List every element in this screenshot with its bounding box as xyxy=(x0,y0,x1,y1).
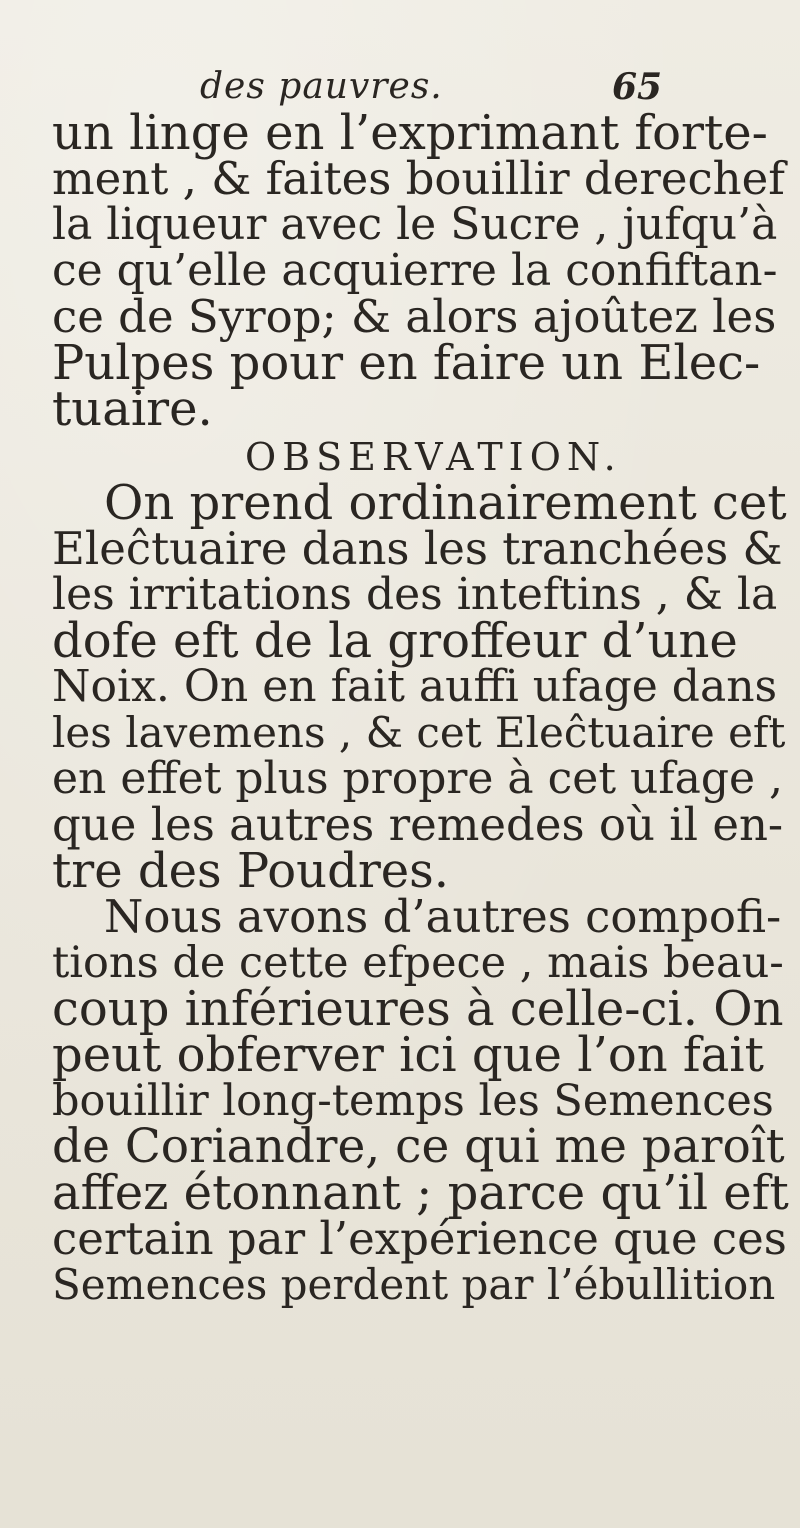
text-line: Semences perdent par l’ébullition xyxy=(52,1260,776,1309)
text-line: ment , & faites bouillir derechef xyxy=(52,152,785,205)
text-line: de Coriandre, ce qui me paroît xyxy=(52,1119,785,1174)
text-line: tuaire. xyxy=(52,381,213,437)
text-line: en effet plus propre à cet ufage , xyxy=(52,753,784,804)
text-line: ce de Syrop; & alors ajoûtez les xyxy=(52,290,777,343)
text-line: un linge en l’exprimant forte- xyxy=(52,105,768,161)
text-line: peut obferver ici que l’on fait xyxy=(52,1027,764,1083)
text-line: Noix. On en fait auffi ufage dans xyxy=(52,661,778,712)
text-line: certain par l’expérience que ces xyxy=(52,1212,787,1265)
text-line: Eleĉtuaire dans les tranchées & xyxy=(52,522,783,575)
text-line: affez étonnant ; parce qu’il eft xyxy=(52,1165,789,1221)
page-number: 65 xyxy=(612,66,663,108)
text-line: coup inférieures à celle-ci. On xyxy=(52,981,784,1037)
text-line: Pulpes pour en faire un Elec- xyxy=(52,335,761,391)
text-line: bouillir long-temps les Semences xyxy=(52,1076,774,1126)
text-line: dofe eft de la groffeur d’une xyxy=(52,613,738,669)
text-line: les irritations des inteftins , & la xyxy=(52,569,778,620)
text-line: tions de cette efpece , mais beau- xyxy=(52,938,784,988)
text-line: ce qu’elle acquierre la confiftan- xyxy=(52,245,778,296)
section-heading: OBSERVATION. xyxy=(245,435,622,479)
text-line: la liqueur avec le Sucre , jufqu’à xyxy=(52,199,778,250)
text-line: On prend ordinairement cet xyxy=(104,475,787,531)
running-title: des pauvres. xyxy=(200,66,443,107)
text-line: Nous avons d’autres compofi- xyxy=(104,890,782,943)
text-line: tre des Poudres. xyxy=(52,843,450,899)
text-line: que les autres remedes où il en- xyxy=(52,798,784,851)
text-line: les lavemens , & cet Eleĉtuaire eft xyxy=(52,708,786,757)
